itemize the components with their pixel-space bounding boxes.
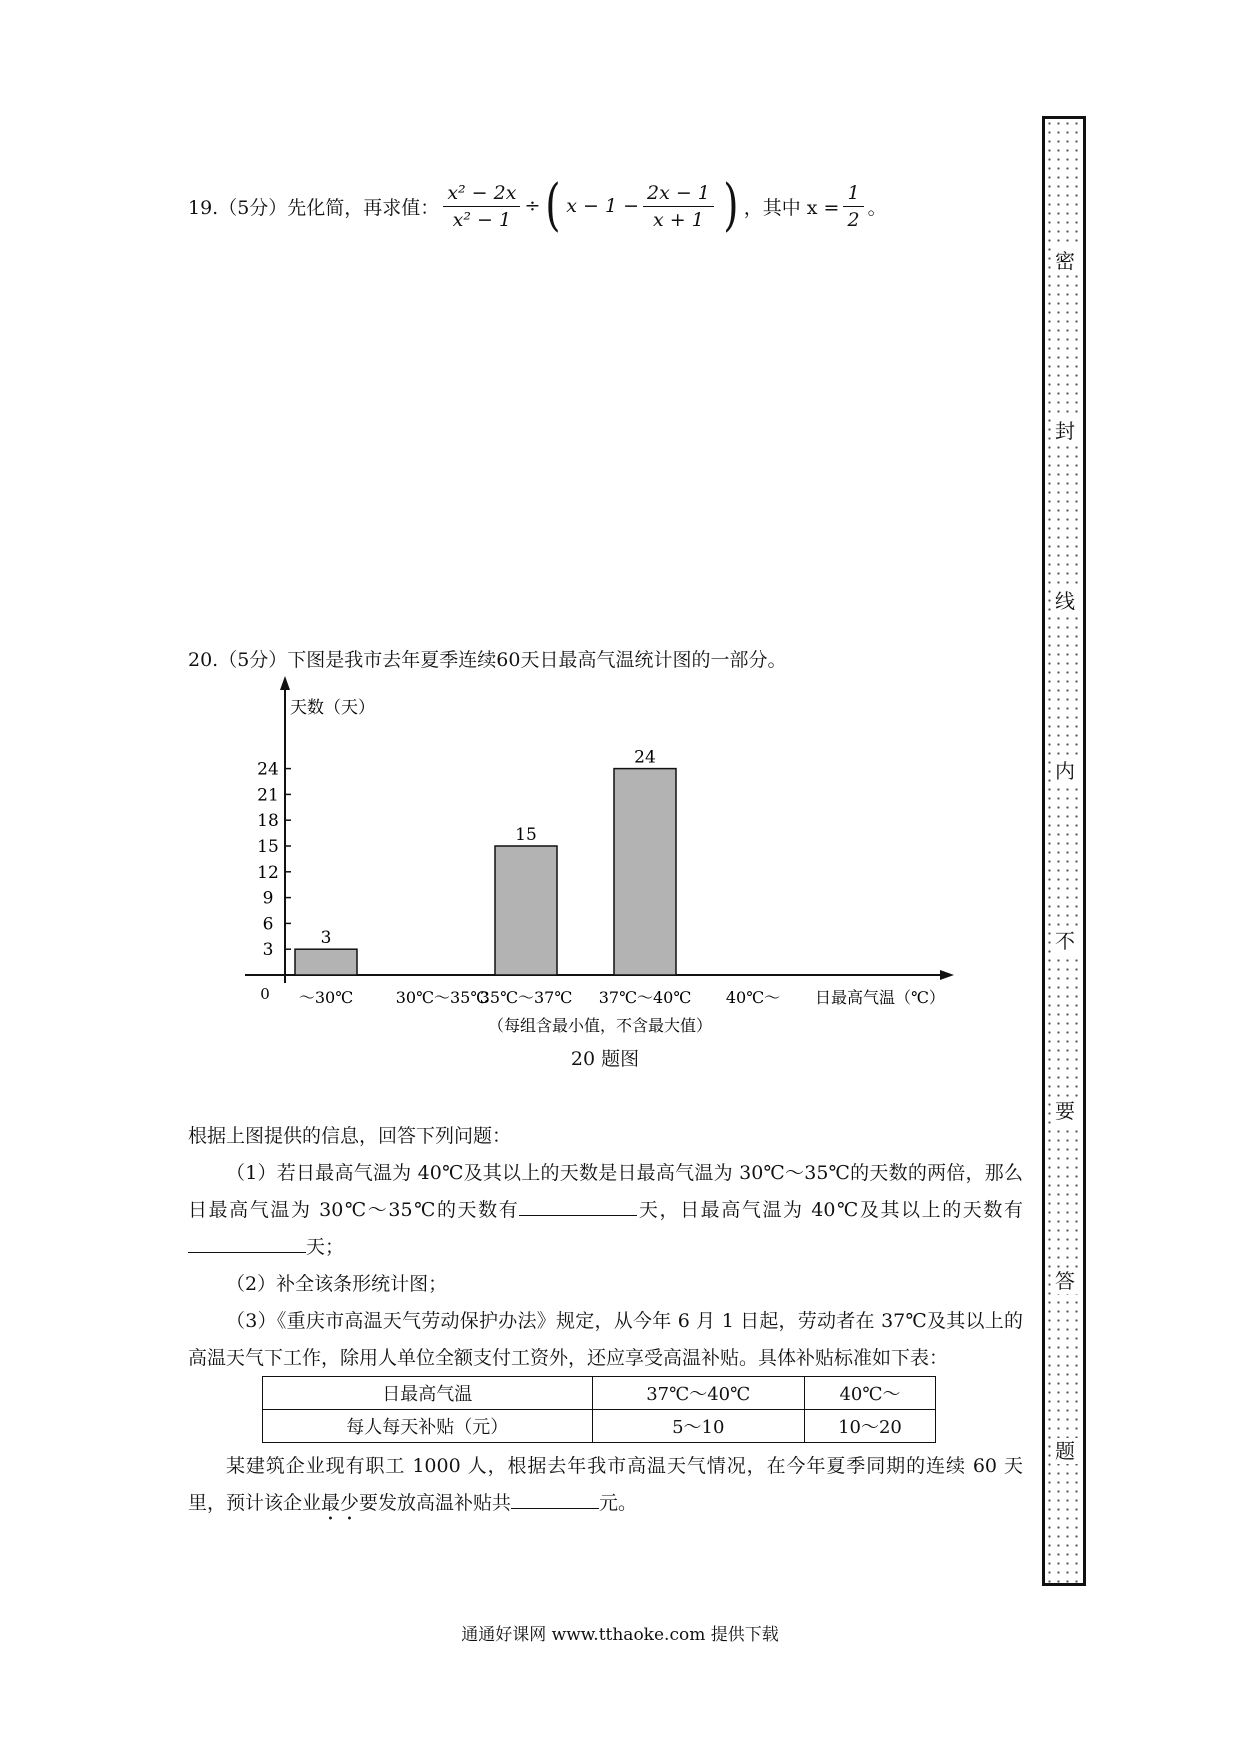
q20-final bbox=[188, 1448, 1023, 1525]
y-tick-label: 18 bbox=[257, 811, 279, 832]
bar bbox=[614, 769, 676, 975]
seal-char: 题 bbox=[1052, 1438, 1078, 1464]
right-paren: ) bbox=[723, 173, 739, 238]
x-category-label: 30℃～35℃ bbox=[395, 988, 489, 1007]
footer: 通通好课网 www.tthaoke.com 提供下载 bbox=[461, 1625, 779, 1645]
chart-caption: 20 题图 bbox=[570, 1048, 640, 1070]
q20-part1 bbox=[188, 1155, 1023, 1266]
q19-divide-sign: ÷ bbox=[524, 195, 541, 217]
origin-label: 0 bbox=[260, 985, 270, 1003]
bar bbox=[295, 949, 357, 975]
final-text-c: 元。 bbox=[599, 1492, 638, 1514]
q19-prefix: 19.（5分）先化简，再求值： bbox=[188, 196, 440, 219]
seal-char: 封 bbox=[1052, 418, 1078, 444]
q19-frac1-numerator: x² − 2x bbox=[443, 182, 520, 207]
x-category-label: 35℃～37℃ bbox=[479, 988, 573, 1007]
seal-line-box bbox=[1042, 116, 1086, 1586]
q19-suffix: ，其中 x = bbox=[743, 196, 840, 219]
bar-value-label: 3 bbox=[320, 928, 332, 949]
q19-inner-expression: x − 1 − bbox=[566, 195, 639, 217]
part1-text-c: 天； bbox=[306, 1236, 345, 1258]
y-tick-label: 3 bbox=[262, 940, 274, 961]
chart-note: （每组含最小值，不含最大值） bbox=[487, 1016, 713, 1035]
q19-frac2-denominator: x + 1 bbox=[653, 208, 704, 231]
answer-blank-2[interactable] bbox=[188, 1230, 306, 1253]
q20-intro: 根据上图提供的信息，回答下列问题： bbox=[188, 1125, 512, 1147]
emphasis-least: 最少 bbox=[321, 1492, 360, 1514]
y-tick-label: 24 bbox=[257, 759, 279, 780]
q19-end: 。 bbox=[867, 196, 887, 219]
x-axis-arrow bbox=[940, 970, 954, 980]
q20-part2: （2）补全该条形统计图； bbox=[226, 1273, 448, 1295]
x-axis-title: 日最高气温（℃） bbox=[815, 988, 945, 1007]
table-cell: 日最高气温 bbox=[263, 1377, 593, 1410]
q19-frac3-numerator: 1 bbox=[843, 182, 863, 207]
q20-part3: （3）《重庆市高温天气劳动保护办法》规定，从今年 6 月 1 日起，劳动者在 37℃及其以上的高温天气下工作，除用人单位全额支付工资外，还应享受高温补贴。具体补贴标准如下表： bbox=[188, 1310, 1023, 1369]
answer-blank-3[interactable] bbox=[511, 1486, 599, 1509]
x-category-label: 37℃～40℃ bbox=[598, 988, 692, 1007]
table-cell: 10～20 bbox=[804, 1410, 935, 1443]
y-axis-arrow bbox=[280, 676, 290, 690]
part1-text-b: 天，日最高气温为 40℃及其以上的天数有 bbox=[637, 1199, 1023, 1221]
seal-char: 内 bbox=[1052, 758, 1078, 784]
x-category-label: ～30℃ bbox=[298, 988, 354, 1007]
final-text-b: 要发放高温补贴共 bbox=[359, 1492, 512, 1514]
seal-char: 密 bbox=[1052, 248, 1078, 274]
seal-char: 线 bbox=[1052, 588, 1078, 614]
seal-char: 要 bbox=[1052, 1098, 1078, 1124]
q19-frac3-denominator: 2 bbox=[847, 208, 860, 231]
y-tick-label: 15 bbox=[257, 837, 279, 857]
q19-frac1-denominator: x² − 1 bbox=[452, 208, 512, 231]
y-tick-label: 9 bbox=[262, 888, 274, 909]
bar bbox=[495, 846, 557, 975]
y-tick-label: 6 bbox=[262, 914, 274, 935]
table-row bbox=[263, 1377, 936, 1410]
seal-char: 不 bbox=[1052, 928, 1078, 954]
part1-text-a: （1）若日最高气温为 40℃及其以上的天数是日最高气温为 30℃～35℃的天数的两倍，那么日最高气温为 30℃～35℃的天数有 bbox=[188, 1162, 1023, 1221]
table-row bbox=[263, 1410, 936, 1443]
final-text-a: 某建筑企业现有职工 1000 人，根据去年我市高温天气情况，在今年夏季同期的连续 60 天里，预计该企业 bbox=[188, 1455, 1023, 1514]
table-cell: 5～10 bbox=[592, 1410, 804, 1443]
table-cell: 40℃～ bbox=[804, 1377, 935, 1410]
question-20-title: 20.（5分）下图是我市去年夏季连续60天日最高气温统计图的一部分。 bbox=[188, 649, 787, 671]
table-cell: 37℃～40℃ bbox=[592, 1377, 804, 1410]
answer-blank-1[interactable] bbox=[519, 1193, 637, 1216]
bar-value-label: 15 bbox=[515, 825, 537, 845]
subsidy-table bbox=[262, 1376, 936, 1443]
y-tick-label: 12 bbox=[257, 862, 279, 883]
y-axis-title: 天数（天） bbox=[290, 698, 375, 718]
seal-char: 答 bbox=[1052, 1268, 1078, 1294]
q19-frac2-numerator: 2x − 1 bbox=[643, 182, 714, 207]
bar-value-label: 24 bbox=[634, 747, 656, 768]
table-cell: 每人每天补贴（元） bbox=[263, 1410, 593, 1443]
left-paren: ( bbox=[545, 173, 561, 238]
y-tick-label: 21 bbox=[257, 785, 279, 806]
x-category-label: 40℃～ bbox=[725, 988, 781, 1007]
